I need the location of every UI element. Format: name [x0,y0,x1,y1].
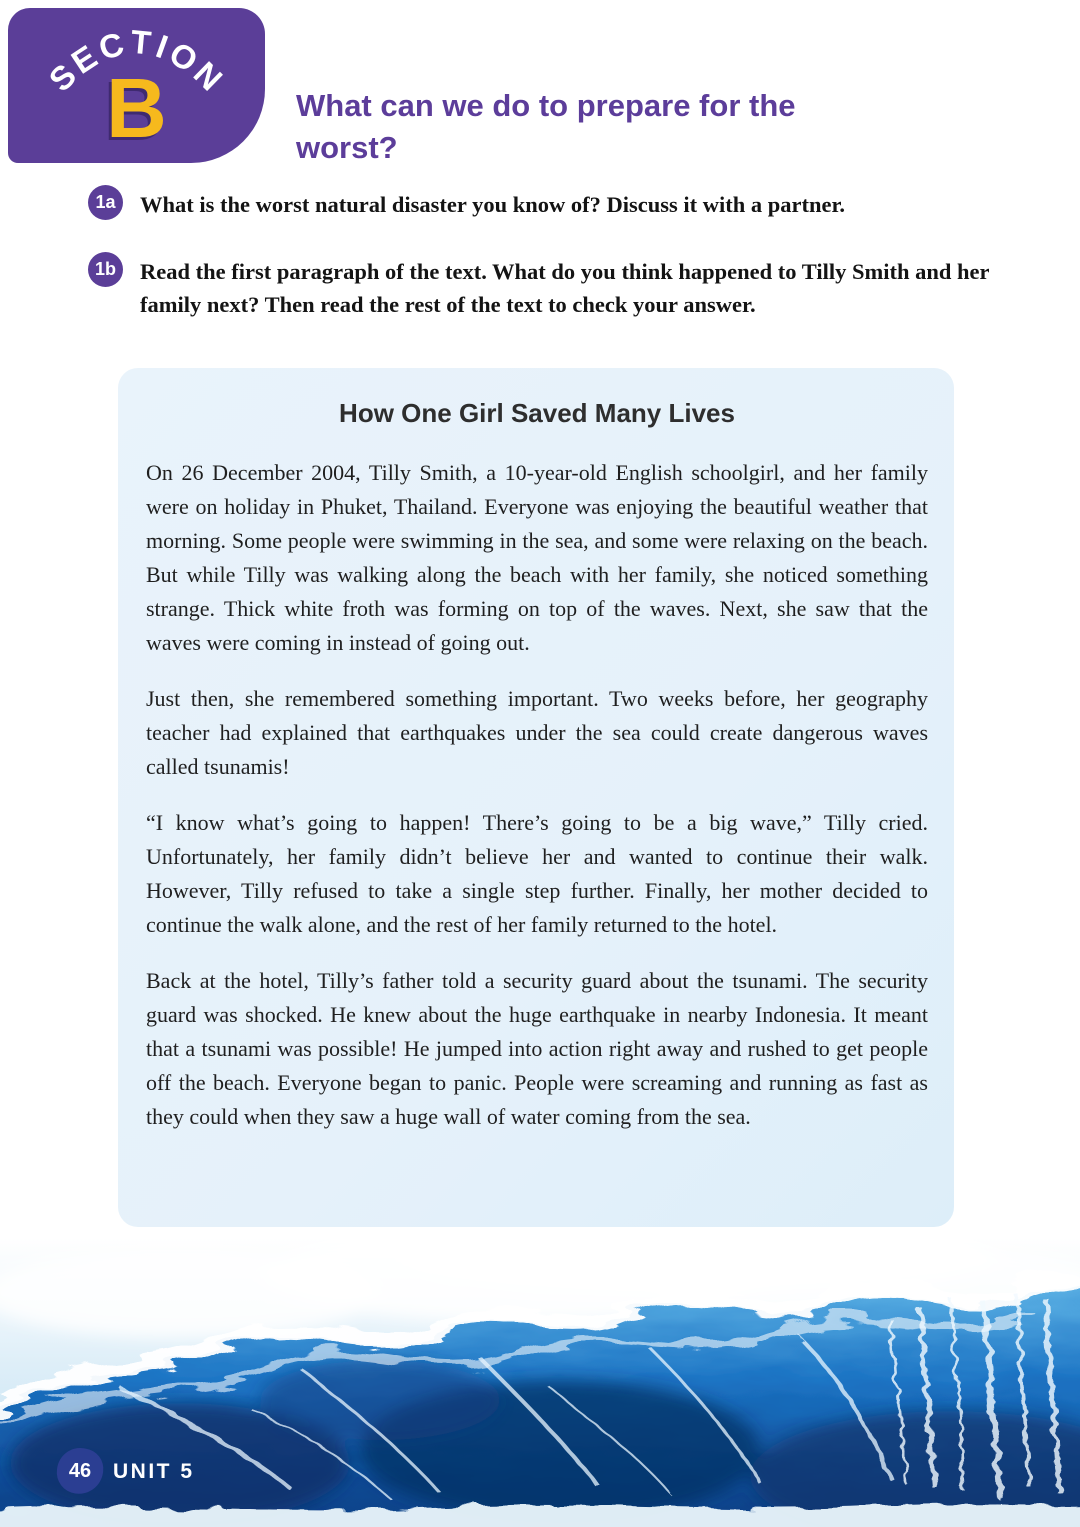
page-title: What can we do to prepare for the worst? [296,87,796,165]
reading-paragraph: Just then, she remembered something important. Two weeks before, her geography teacher had explained that earthquakes under the sea could create dangerous waves called tsunamis! [146,686,928,779]
activity-1a-text: What is the worst natural disaster you know of? Discuss it with a partner. [140,192,846,217]
activity-1b [88,252,995,321]
page-number: 46 [68,1459,92,1482]
reading-paragraph: Back at the hotel, Tilly’s father told a security guard about the tsunami. The security guard was shocked. He knew about the huge earthquake in nearby Indonesia. It meant that a tsunami was possible! He jumped into action right away and rushed to get people off the beach. Everyone began to panic. People were screaming and running as fast as they could when they saw a huge wall of water coming from the sea. [146,968,928,1129]
reading-passage-box [118,368,954,1227]
activity-1a-badge: 1a [88,185,123,220]
reading-title: How One Girl Saved Many Lives [339,398,735,428]
section-badge [8,8,265,163]
section-letter: B [106,61,167,155]
activity-1a [88,185,995,221]
section-label: SECTION [41,22,233,101]
activity-1b-text: Read the first paragraph of the text. What do you think happened to Tilly Smith and her family next? Then read the rest of the text to check your answer. [140,259,990,317]
reading-paragraph: On 26 December 2004, Tilly Smith, a 10-year-old English schoolgirl, and her family were on holiday in Phuket, Thailand. Everyone was enjoying the beautiful weather that morning. Some people were swimming in the sea, and some were relaxing on the beach. But while Tilly was walking along the beach with her family, she noticed something strange. Thick white froth was forming on top of the waves. Next, she saw that the waves were coming in instead of going out. [146,460,928,655]
unit-label: UNIT 5 [113,1460,195,1483]
reading-paragraph: “I know what’s going to happen! There’s going to be a big wave,” Tilly cried. Unfortunately, her family didn’t believe her and wanted to continue their walk. However, Tilly refused to take a single step further. Finally, her mother decided to continue the walk alone, and the rest of her family returned to the hotel. [146,810,928,937]
activity-1b-badge: 1b [88,252,123,287]
tsunami-wave-photo [0,1238,1080,1527]
